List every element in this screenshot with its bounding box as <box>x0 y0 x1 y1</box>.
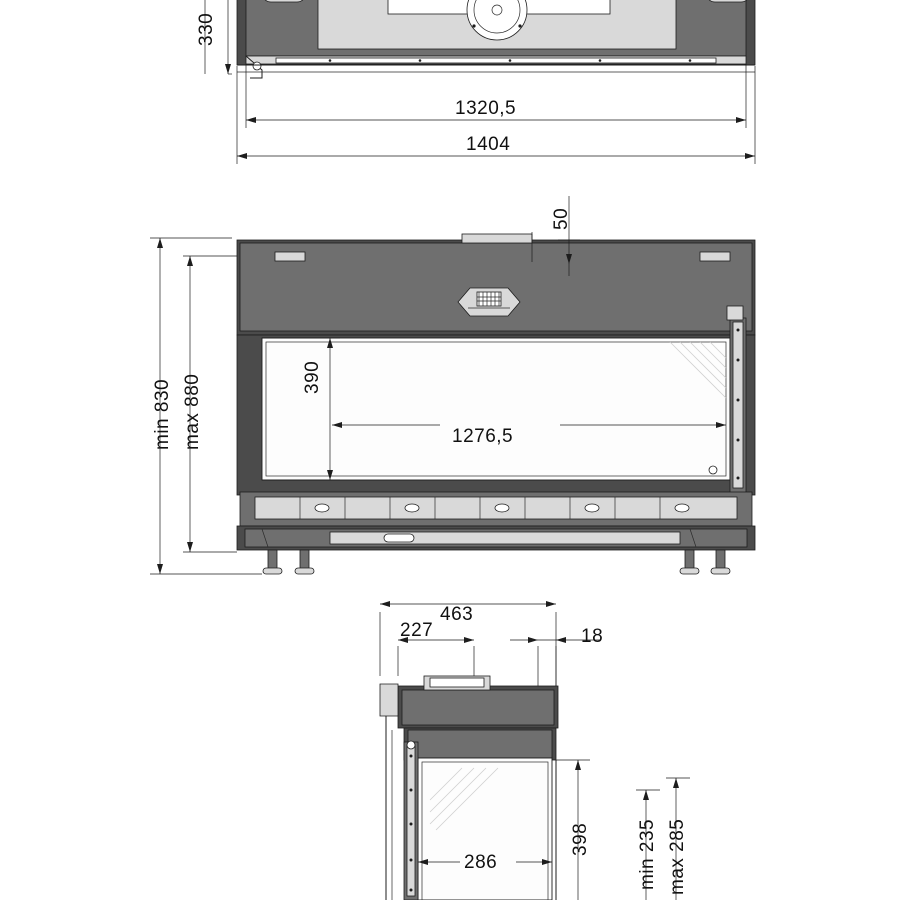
dim-label-330: 330 <box>196 12 217 46</box>
dim-label-min-830: min 830 <box>152 378 173 450</box>
dim-label-1320-5: 1320,5 <box>455 98 517 119</box>
dim-label-max-880: max 880 <box>182 373 203 450</box>
legs <box>263 550 730 574</box>
dim-label-286: 286 <box>464 852 498 873</box>
dim-label-1276-5: 1276,5 <box>452 426 514 447</box>
front-view-geometry <box>237 234 755 574</box>
dim-label-50: 50 <box>551 207 572 230</box>
dim-label-min-235: min 235 <box>637 818 658 890</box>
dim-label-max-285: max 285 <box>667 818 688 895</box>
dim-227 <box>398 637 474 676</box>
dim-label-390: 390 <box>302 360 323 394</box>
dim-label-463: 463 <box>440 604 474 625</box>
dim-label-1404: 1404 <box>466 134 511 155</box>
top-view-geometry <box>237 0 755 78</box>
dim-label-227: 227 <box>400 620 434 641</box>
dim-label-18: 18 <box>581 626 604 647</box>
dim-label-398: 398 <box>570 822 591 856</box>
brand-badge <box>458 288 520 316</box>
